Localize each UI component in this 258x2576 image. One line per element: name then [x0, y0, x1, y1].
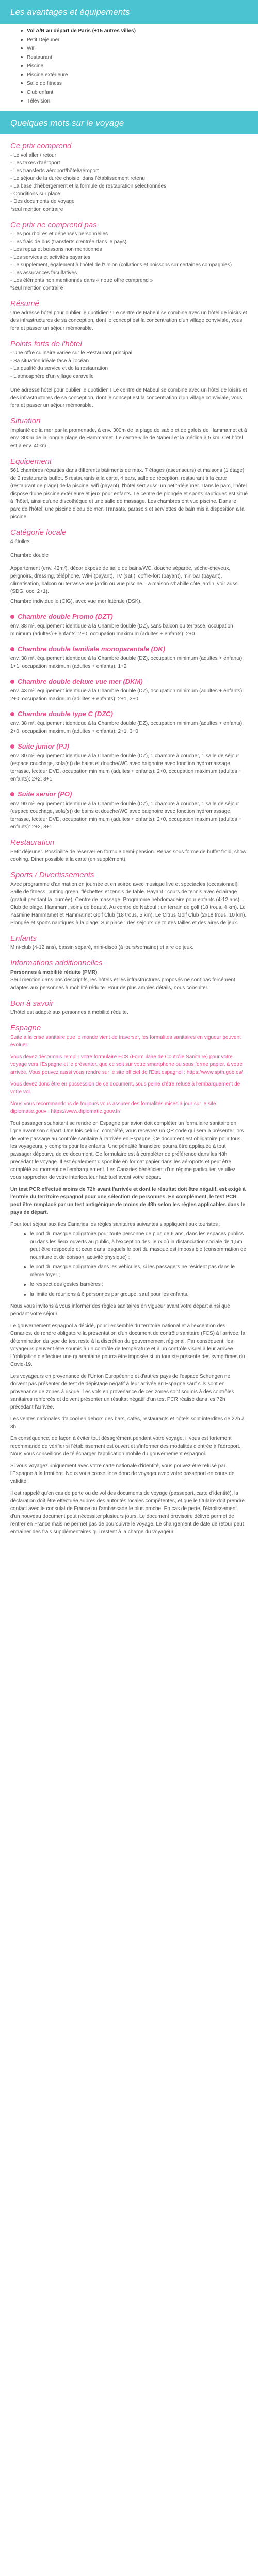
price-includes-title: Ce prix comprend — [10, 142, 72, 150]
rule-item: le port du masque obligatoire dans les véhicules, si les passagers ne résident pas dans le même foyer ; — [24, 1263, 248, 1279]
advantage-item: Piscine — [21, 62, 258, 71]
text-line: - Une offre culinaire variée sur le Restaurant principal — [10, 350, 133, 356]
text-line: - Le séjour de la durée choisie, dans l'établissement retenu — [10, 176, 145, 181]
room-title: Chambre double deluxe vue mer (DKM) — [10, 677, 248, 685]
sports-title: Sports / Divertissements — [10, 871, 94, 879]
advantage-item: Restaurant — [21, 53, 258, 62]
rule-item: le port du masque obligatoire pour toute personne de plus de 6 ans, dans les espaces publics ou dans les lieux ouverts au public, à l'exception des lieux où la distanciation sociale de 1,5m peut être respectée et ceux dans lesquels le port du masque est impossible (consommation de nourriture et de boisson, activité physique) ; — [24, 1230, 248, 1261]
bullet-icon — [10, 744, 14, 749]
spain-section — [10, 1033, 248, 1536]
spain-p14: Il est rappelé qu'en cas de perte ou de vol des documents de voyage (passeport, carte d'identité), la déclaration doit être effectuée auprès des autorités locales compétentes, et que le titulaire doit prendre contact avec le consulat de France ou l'ambassade le plus proche. En cas de perte, l'établissement d'un nouveau document peut nécessiter plusieurs jours. Le document provisoire délivré permet de rentrer en France mais ne permet pas de poursuivre le voyage. Le changement de date de retour peut entraîner des frais supplémentaires qui restent à la charge du voyageur. — [10, 1490, 245, 1535]
room-intro-text: Appartement (env. 42m²), décor exposé de salle de bains/WC, douche séparée, sèche-cheveux, peignoirs, dressing, téléphone, WiFi (payant), TV (sat.), coffre-fort (payant), minibar (payant), climatisation, balcon ou terrasse vue jardin ou vue piscine. La maison s'habille côté jardin, voir aussi (SDG, occ. 2+1). — [10, 566, 239, 595]
text-line: - Les frais de bus (transferts d'entrée dans le pays) — [10, 239, 127, 245]
spain-title: Espagne — [10, 1024, 41, 1032]
text-line: - Les pourboires et dépenses personnelles — [10, 231, 108, 237]
advantage-item: Club enfant — [21, 88, 258, 97]
room-text: env. 90 m². équipement identique à la Chambre double (DZ), 1 chambre à coucher, 1 salle de séjour (espace couchage, sofa(s)) de bains et douche/WC avec baignoire avec fonction hydromassage, terrasse, lecteur DVD, occupation minimum (adultes + enfants): 2+0, occupation maximum (adultes + enfants): 2+2, 3+1 — [10, 801, 242, 830]
bullet-icon — [10, 792, 14, 796]
spain-p4: Nous vous recommandons de toujours vous assurer des formalités mises à jour sur le site diplomatie.gouv : https://www.diplomatie.gouv.fr/ — [10, 1101, 216, 1114]
text-line: *seul mention contraire — [10, 285, 63, 291]
text-line: - La qualité du service et de la restauration — [10, 366, 108, 371]
room-text: env. 38 m². équipement identique à la Chambre double (DZ), occupation minimum (adultes + enfants): 2+0, occupation maximum (adultes + enfants): 2+1, 3+0 — [10, 721, 244, 734]
text-line: - Conditions sur place — [10, 191, 60, 197]
text-line: - Les assurances facultatives — [10, 270, 77, 276]
trip-header: Quelques mots sur le voyage — [0, 111, 258, 134]
spain-p1: Suite à la crise sanitaire que le monde vient de traverser, les formalités sanitaires en vigueur peuvent évoluer. — [10, 1035, 241, 1048]
sports-text: Avec programme d'animation en journée et en soirée avec musique live et spectacles (occasionnel). Salle de fitness, putting green, fléchettes et tennis de table. Payant : cours de tennis avec éclairage (gratuit pendant la journée). Centre de massage. Programme hebdomadaire pour enfants (4-12 ans). Club de plage. Hammam, soins de beauté. Au centre de Nabeul : un terrain de golf (18 trous, 4 km). Le Yasmine Hammamet et Hammamet Golf Club (18 trous, 5 km). Le Citrus Golf Club (2x18 trous, 10 km). Plongée et sports nautiques à la plage. Sur place : des séjours de toutes tailles et des aires de jeux. — [10, 882, 247, 926]
room-title: Suite junior (PJ) — [10, 742, 248, 750]
spain-p8: Nous vous invitons à vous informer des règles sanitaires en vigueur avant votre départ ainsi que pendant votre séjour. — [10, 1303, 230, 1317]
text-line: - Le supplément, également à l'hôtel de l'Union (collations et boissons sur certaines compagnies) — [10, 262, 232, 268]
room-intro-sub: Chambre individuelle (CIG), avec vue mer latérale (DSK). — [10, 599, 142, 604]
trip-content — [0, 142, 258, 1536]
additional-info-text: Seul mention dans nos descriptifs, les hôtels et les infrastructures proposés ne sont pas forcément adaptés aux personnes à mobilité réduite. Pour de plus amples détails, nous consulter. — [10, 977, 235, 991]
spain-p6: Un test PCR effectué moins de 72h avant l'arrivée et dont le résultat doit être négatif, est exigé à l'entrée du territoire espagnol pour une sélection de personnes. En complément, le test PCR peut être remplacé par un test antigénique de moins de 48h selon les règles applicables dans le pays de départ. — [10, 1187, 246, 1215]
room-list — [10, 613, 248, 831]
good-to-know-text: L'hôtel est adapté aux personnes à mobilité réduite. — [10, 1010, 128, 1015]
bullet-icon — [10, 647, 14, 651]
situation-title: Situation — [10, 417, 41, 426]
advantages-list — [0, 24, 258, 111]
restauration-text: Petit déjeuner. Possibilité de réserver en formule demi-pension. Repas sous forme de buffet froid, show cooking. Dîner possible à la carte (en supplément). — [10, 849, 247, 862]
room-text: env. 43 m². équipement identique à la Chambre double (DZ), occupation minimum (adultes + enfants): 2+0, occupation maximum (adultes + enfants): 2+1, 3+0 — [10, 688, 244, 702]
highlights-title: Points forts de l'hôtel — [10, 340, 82, 348]
price-excludes-list — [10, 230, 248, 292]
equipment-title: Equipement — [10, 457, 52, 466]
spain-link[interactable]: https://www.spth.gob.es/ — [186, 1070, 243, 1075]
spain-p11: Les ventes nationales d'alcool en dehors des bars, cafés, restaurants et hôtels sont interdites de 22h à 8h. — [10, 1416, 245, 1430]
situation-text: Implanté de la mer par la promenade, à env. 300m de la plage de sable et de galets de Hammamet et à env. 800m de la longue plage de Hammamet. Le centre-ville de Nabeul et la médina à 5 km. Cet hôtel est à env. 40km. — [10, 428, 247, 449]
bullet-icon — [10, 680, 14, 684]
text-line: - Les repas et boissons non mentionnés — [10, 247, 102, 252]
advantages-header: Les avantages et équipements — [0, 0, 258, 24]
room-text: env. 38 m². équipement identique à la Chambre double (DZ), sans balcon ou terrasse, occupation minimum (adultes) + enfants: 2+0, occupation maximum (adultes + enfants): 2+0 — [10, 623, 233, 637]
children-text: Mini-club (4-12 ans), bassin séparé, mini-disco (à jours/semaine) et aire de jeux. — [10, 945, 194, 951]
rule-item: la limite de réunions à 6 personnes par groupe, sauf pour les enfants. — [24, 1291, 248, 1298]
category-title: Catégorie locale — [10, 528, 67, 537]
room-intro: Chambre double — [10, 553, 49, 558]
resume-text: Une adresse hôtel pour oublier le quotidien ! Le centre de Nabeul se combine avec un hôtel de loisirs et des infrastructures de sa conception, dont le concept est la concentration d'un village conviviale, vous fera et passer un séjour mémorable. — [10, 310, 247, 331]
restauration-title: Restauration — [10, 838, 55, 847]
room-title: Suite senior (PO) — [10, 790, 248, 798]
text-line: - Les transferts aéroport/hôtel/aéroport — [10, 168, 99, 174]
good-to-know-title: Bon à savoir — [10, 999, 54, 1008]
text-line: - L'atmosphère d'un village caravelle — [10, 374, 94, 379]
rule-item: le respect des gestes barrières ; — [24, 1281, 248, 1289]
resume-title: Résumé — [10, 299, 39, 308]
category-value: 4 étoiles — [10, 539, 30, 545]
additional-info-title: Informations additionnelles — [10, 959, 103, 968]
bullet-icon — [10, 615, 14, 619]
equipment-text: 561 chambres réparties dans différents bâtiments de max. 7 étages (ascenseurs) et maisons (1 étage) de 2 restaurants buffet, 5 restaurants à la carte, 4 bars, salle de réception, restaurant à la carte (restaurant de plage) de la piscine, wifi (payant), l'hôtel sert aussi un petit-déjeuner. Dans le parc, l'hôtel dispose d'une piscine extérieure et jeux pour enfants. Le centre de plongée et sports nautiques est situé à l'hôtel, ainsi qu'une discothèque et une salle de massage. Les chambres ont vue piscine. Dans le parc de l'hôtel, une piscine d'eau de mer. Transats, parasols et serviettes de bain mis à disposition à la piscine. — [10, 468, 248, 520]
highlights-text: Une adresse hôtel pour oublier le quotidien ! Le centre de Nabeul se combine avec un hôtel de loisirs et des infrastructures de sa conception, dont le concept est la concentration d'un village conviviale, vous fera et passer un séjour mémorable. — [10, 387, 247, 409]
highlights-list — [10, 349, 248, 380]
advantage-item: Salle de fitness — [21, 79, 258, 88]
bullet-icon — [10, 712, 14, 716]
room-text: env. 38 m². équipement identique à la Chambre double (DZ), occupation minimum (adultes + enfants): 1+1, occupation maximum (adultes + enfants): 1+2 — [10, 656, 244, 669]
spain-p9: Le gouvernement espagnol a décidé, pour l'ensemble du territoire national et à l'exception des Canaries, de rendre obligatoire la présentation d'un document de contrôle sanitaire (FCS) à l'arrivée, la détermination du type de test reste à la discrétion du gouvernement régional. Par conséquent, les voyageurs peuvent être soumis à un contrôle de température et à un contrôle visuel à leur arrivée. L'obligation d'effectuer une quarantaine pourra être imposée si un touriste présente des symptômes du Covid-19. — [10, 1323, 246, 1367]
room-title: Chambre double familiale monoparentale (DK) — [10, 645, 248, 653]
spain-p5: Tout passager souhaitant se rendre en Espagne par avion doit compléter un formulaire sanitaire en ligne avant son départ. Une fois celui-ci complété, vous recevrez un QR code qui sera à présenter lors de votre passage au contrôle sanitaire à l'arrivée en Espagne. Ce document est obligatoire pour tous les voyageurs, y compris pour les enfants. Une pénalité financière pourra être appliquée à tout passager dépourvu de ce document. Ce formulaire est à compléter de préférence dans les 48h précédant le voyage. Il est également disponible en format papier dans les aéroports et peut être complété au moment de l'embarquement. Les Canaries bénéficient d'un régime particulier, veuillez vous rapprocher de votre interlocuteur habituel avant votre départ. — [10, 1121, 244, 1180]
spain-p7: Pour tout séjour aux îles Canaries les règles sanitaires suivantes s'appliquent aux touristes : — [10, 1222, 221, 1227]
advantage-item: Piscine extérieure — [21, 71, 258, 79]
room-text: env. 80 m². équipement identique à la Chambre double (DZ), 1 chambre à coucher, 1 salle de séjour (espace couchage, sofa(s)) de bains et douche/WC avec baignoire avec fonction hydromassage, terrasse, lecteur DVD, occupation minimum (adultes + enfants): 2+0, occupation maximum (adultes + enfants): 2+2, 3+1 — [10, 753, 242, 782]
spain-rules-list — [10, 1230, 248, 1298]
additional-info-subtitle: Personnes à mobilité réduite (PMR) — [10, 970, 98, 975]
spain-p3: Vous devez donc être en possession de ce document, sous peine d'être refusé à l'embarquement de votre vol. — [10, 1081, 240, 1095]
text-line: - La base d'hébergement et la formule de restauration sélectionnées. — [10, 183, 168, 189]
text-line: - Les éléments non mentionnés dans « notre offre comprend » — [10, 278, 153, 283]
text-line: - Le vol aller / retour — [10, 152, 56, 158]
children-title: Enfants — [10, 934, 37, 943]
spain-p10: Les voyageurs en provenance de l'Union Européenne et d'autres pays de l'espace Schengen ne doivent pas présenter de test de dépistage négatif à leur arrivée en Espagne sauf s'ils sont en provenance de zones à risque. Les vols en provenance de ces zones sont soumis à des contrôles sanitaires renforcés et doivent présenter un résultat négatif d'un test PCR réalisé dans les 72h précédant l'arrivée. — [10, 1374, 234, 1410]
advantage-item: Télévision — [21, 97, 258, 106]
advantage-item: Petit Déjeuner — [21, 36, 258, 44]
price-includes-list — [10, 151, 248, 213]
spain-p2: Vous devez désormais remplir votre formulaire FCS (Formulaire de Contrôle Sanitaire) pour votre voyage vers l'Espagne et le présenter, que ce soit sur votre smartphone ou sous forme papier, à votre arrivée. Vous pouvez aussi vous rendre sur le site officiel de l'Etat espagnol : https://www.spth.gob.es/ — [10, 1054, 243, 1075]
advantage-item: Wifi — [21, 44, 258, 53]
text-line: - Les taxes d'aéroport — [10, 160, 60, 166]
room-title: Chambre double type C (DZC) — [10, 710, 248, 718]
price-excludes-title: Ce prix ne comprend pas — [10, 221, 97, 229]
text-line: - Les services et activités payantes — [10, 255, 91, 260]
room-title: Chambre double Promo (DZT) — [10, 613, 248, 620]
diplomatie-link[interactable]: https://www.diplomatie.gouv.fr/ — [51, 1109, 121, 1114]
advantage-item: Vol A/R au départ de Paris (+15 autres villes) — [21, 27, 258, 36]
text-line: *seul mention contraire — [10, 207, 63, 212]
spain-p13: Si vous voyagez uniquement avec votre carte nationale d'identité, vous pouvez être refusé par l'Espagne à la frontière. Nous vous conseillons donc de voyager avec votre passeport en cours de validité. — [10, 1463, 235, 1484]
text-line: - Des documents de voyage — [10, 199, 75, 205]
text-line: - Sa situation idéale face à l'océan — [10, 358, 89, 364]
spain-p12: En conséquence, de façon à éviter tout désagrément pendant votre voyage, il vous est fortement recommandé de vérifier si l'établissement est ouvert et s'informer des modalités d'entrée à l'aéroport. Nous vous conseillons de télécharger l'application mobile du gouvernement espagnol. — [10, 1436, 241, 1457]
